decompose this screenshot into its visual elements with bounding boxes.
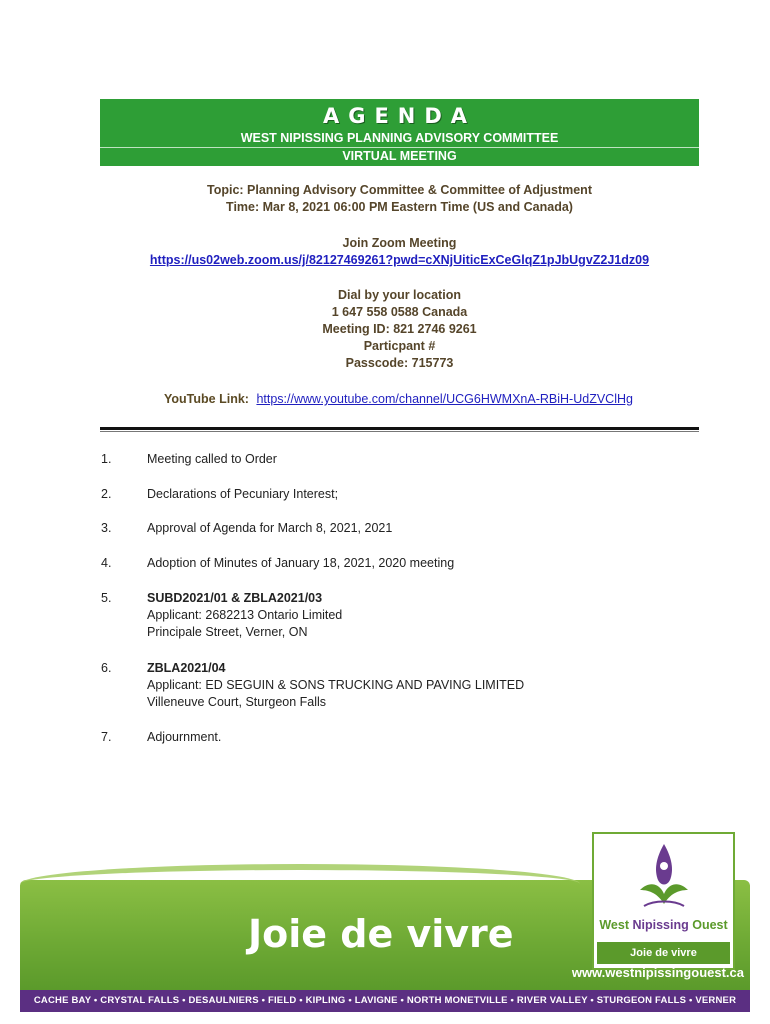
youtube-label: YouTube Link: (164, 392, 249, 406)
meeting-type: VIRTUAL MEETING (342, 149, 457, 163)
participant-number: Particpant # (363, 339, 436, 353)
footer-banner (0, 820, 770, 1024)
agenda-header-band (100, 99, 699, 166)
agenda-title: AGENDA (322, 104, 477, 128)
zoom-block (100, 235, 699, 269)
item-number: 2. (101, 487, 112, 501)
join-zoom-label: Join Zoom Meeting (342, 236, 457, 250)
item-applicant: Applicant: 2682213 Ontario Limited (147, 608, 343, 622)
zoom-link[interactable]: https://us02web.zoom.us/j/82127469261?pwd=cXNjUiticExCeGlqZ1pJbUgvZ2J1dz09 (149, 253, 650, 267)
section-divider (100, 427, 699, 430)
item-title: Adoption of Minutes of January 18, 2021, 2020 meeting (147, 556, 455, 570)
logo-name-ouest: Ouest (692, 918, 728, 932)
phone-number: 1 647 558 0588 Canada (331, 305, 468, 319)
item-location: Villeneuve Court, Sturgeon Falls (147, 695, 327, 709)
item-title: SUBD2021/01 & ZBLA2021/03 (147, 591, 323, 605)
item-number: 4. (101, 556, 112, 570)
item-number: 3. (101, 521, 112, 535)
municipal-logo (592, 832, 735, 970)
item-title: Adjournment. (147, 730, 222, 744)
meeting-topic-block (100, 182, 699, 216)
dial-block (100, 287, 699, 372)
item-location: Principale Street, Verner, ON (147, 625, 308, 639)
item-number: 7. (101, 730, 112, 744)
item-title: Approval of Agenda for March 8, 2021, 2021 (147, 521, 393, 535)
logo-name-nipissing: Nipissing (632, 918, 689, 932)
banner-slogan: Joie de vivre (248, 912, 514, 956)
logo-name (598, 918, 729, 932)
youtube-row (164, 392, 633, 406)
section-divider-thin (100, 431, 699, 432)
item-title: ZBLA2021/04 (147, 661, 226, 675)
meeting-id: Meeting ID: 821 2746 9261 (322, 322, 477, 336)
item-number: 5. (101, 591, 112, 605)
youtube-link[interactable]: https://www.youtube.com/channel/UCG6HWMXnA-RBiH-UdZVClHg (256, 392, 633, 406)
meeting-time: Time: Mar 8, 2021 06:00 PM Eastern Time (US and Canada) (226, 200, 573, 214)
meeting-topic: Topic: Planning Advisory Committee & Committee of Adjustment (207, 183, 592, 197)
passcode: Passcode: 715773 (345, 356, 454, 370)
item-number: 6. (101, 661, 112, 675)
dial-label: Dial by your location (338, 288, 461, 302)
fleur-de-lis-icon (634, 840, 694, 914)
logo-tagline: Joie de vivre (597, 942, 730, 964)
item-number: 1. (101, 452, 112, 466)
item-title: Declarations of Pecuniary Interest; (147, 487, 339, 501)
logo-name-west: West (599, 918, 629, 932)
website-url[interactable]: www.westnipissingouest.ca (571, 965, 744, 980)
banner-swoosh (20, 864, 580, 904)
item-title: Meeting called to Order (147, 452, 277, 466)
committee-name: WEST NIPISSING PLANNING ADVISORY COMMITTEE (240, 131, 559, 145)
communities-strip: CACHE BAY • CRYSTAL FALLS • DESAULNIERS • FIELD • KIPLING • LAVIGNE • NORTH MONETVILLE • RIVER VALLEY • STURGEON FALLS • VERNER (20, 990, 750, 1012)
item-applicant: Applicant: ED SEGUIN & SONS TRUCKING AND PAVING LIMITED (147, 678, 525, 692)
header-divider (100, 147, 699, 148)
